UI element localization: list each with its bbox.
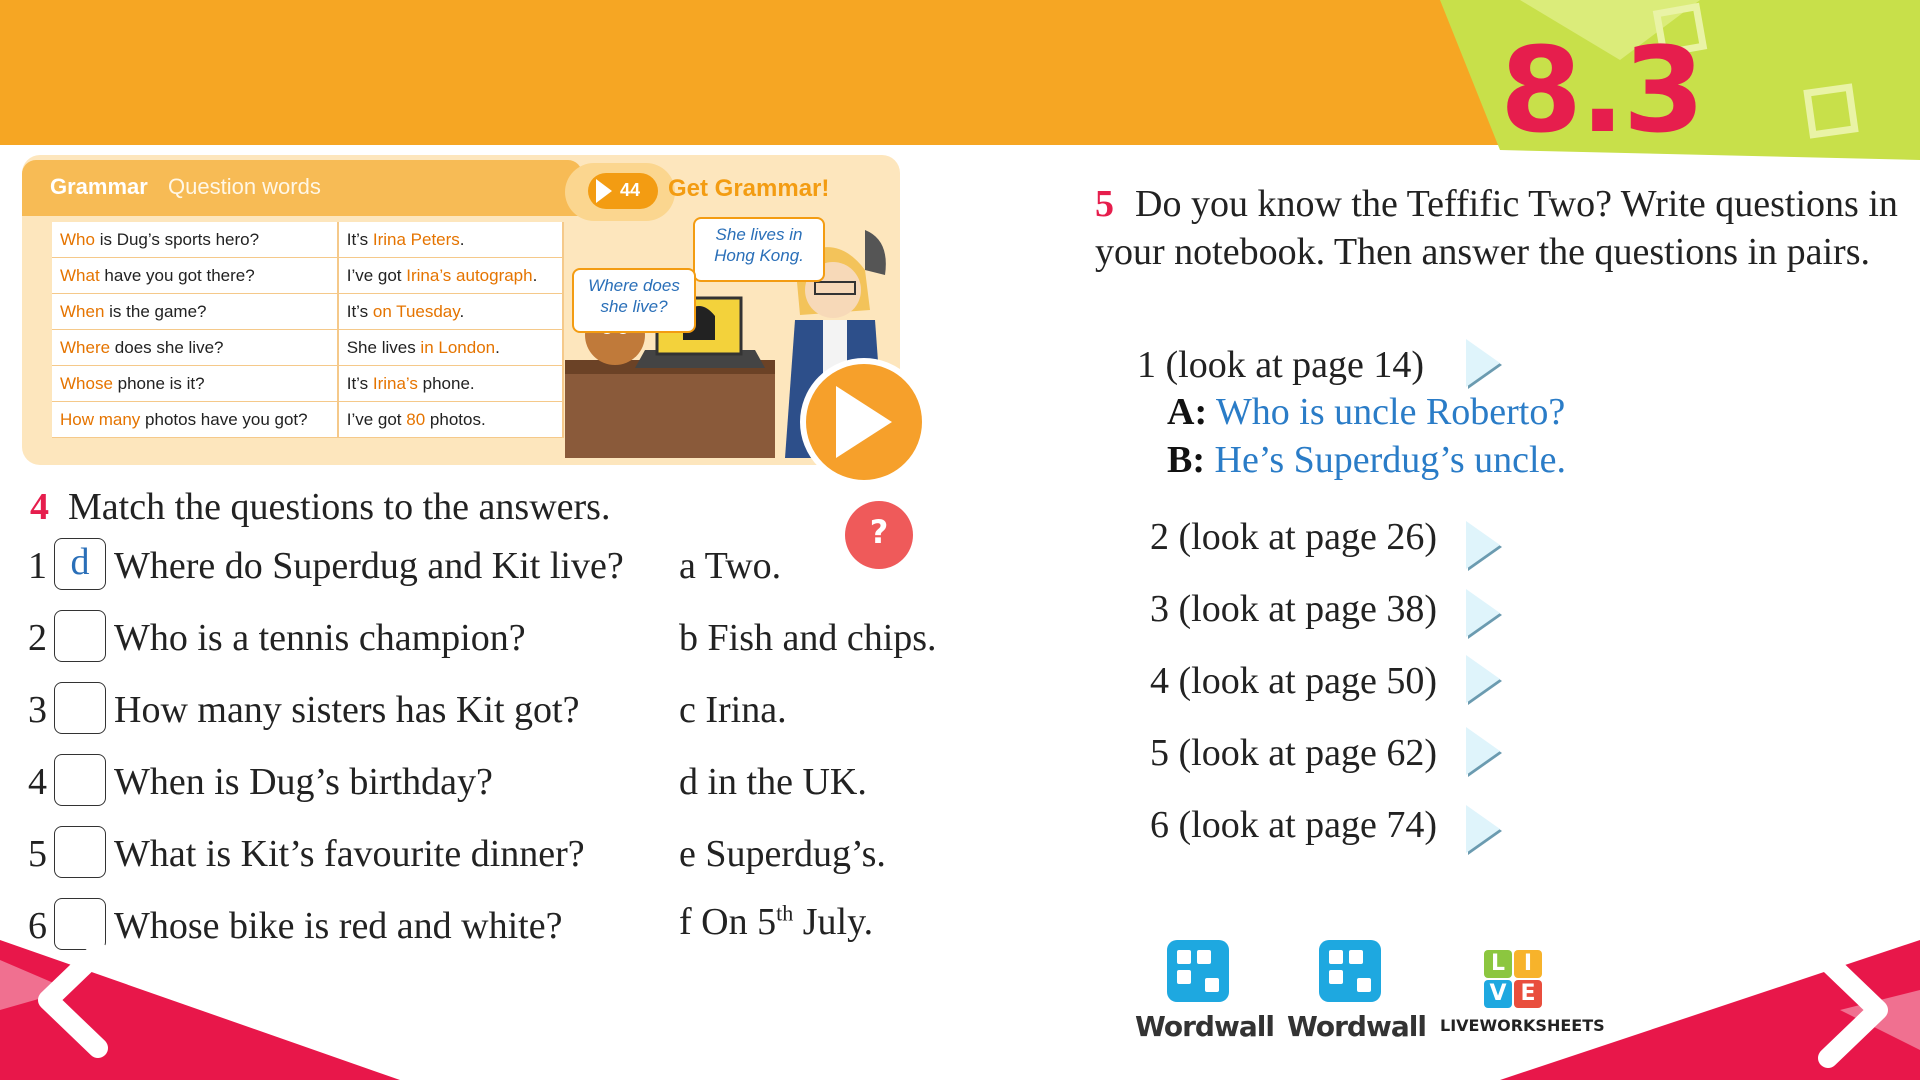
- liveworksheets-label: LIVEWORKSHEETS: [1440, 1016, 1605, 1035]
- live-letter-l: L: [1484, 950, 1512, 978]
- page-item-5: 5 (look at page 62): [1150, 732, 1438, 774]
- audio-track-number: 44: [620, 180, 641, 200]
- grammar-row: [52, 366, 563, 402]
- speech-bubble-question: Where does she live?: [572, 268, 696, 333]
- page-item-2: 2 (look at page 26): [1150, 516, 1438, 558]
- question-text: How many sisters has Kit got?: [114, 689, 580, 731]
- answer-input-box[interactable]: [54, 826, 106, 878]
- unit-number: 8.3: [1500, 21, 1704, 159]
- grammar-answer: I’ve got Irina’s autograph.: [338, 258, 563, 294]
- question-number: 3: [28, 689, 47, 731]
- grammar-row: [52, 294, 563, 330]
- answer-option: e Superdug’s.: [679, 833, 886, 875]
- exercise-4-instruction: Match the questions to the answers.: [68, 486, 611, 528]
- exercise-4-heading: [30, 485, 610, 529]
- question-number: 4: [28, 761, 47, 803]
- grammar-row: [52, 222, 563, 258]
- question-text: What is Kit’s favourite dinner?: [114, 833, 585, 875]
- previous-arrow-button[interactable]: [28, 940, 118, 1060]
- answer-option: b Fish and chips.: [679, 617, 937, 659]
- grammar-row: [52, 258, 563, 294]
- next-arrow-button[interactable]: [1808, 950, 1898, 1070]
- answer-input-box[interactable]: d: [54, 538, 106, 590]
- question-number: 2: [28, 617, 47, 659]
- question-number: 1: [28, 545, 47, 587]
- live-letter-v: V: [1484, 980, 1512, 1008]
- grammar-question: When is the game?: [52, 294, 338, 330]
- question-number: 5: [28, 833, 47, 875]
- grammar-row: [52, 330, 563, 366]
- answer-option: c Irina.: [679, 689, 787, 731]
- wordwall-label-1: Wordwall: [1135, 1010, 1274, 1043]
- grammar-answer: It’s Irina Peters.: [338, 222, 563, 258]
- answer-option: a Two.: [679, 545, 782, 587]
- answer-input-box[interactable]: [54, 682, 106, 734]
- page-item-4: 4 (look at page 50): [1150, 660, 1438, 702]
- page-2-play-button[interactable]: [1466, 521, 1500, 569]
- get-grammar-label: Get Grammar!: [668, 175, 830, 202]
- grammar-subtitle: Question words: [168, 174, 321, 199]
- page-5-play-button[interactable]: [1466, 727, 1500, 775]
- exercise-4-number: 4: [30, 486, 49, 528]
- grammar-question: Who is Dug’s sports hero?: [52, 222, 338, 258]
- answer-input-box[interactable]: [54, 754, 106, 806]
- example-answer-a: A: Who is uncle Roberto?: [1167, 391, 1566, 433]
- page-item-6: 6 (look at page 74): [1150, 804, 1438, 846]
- grammar-row: [52, 402, 563, 438]
- live-letter-i: I: [1514, 950, 1542, 978]
- wordwall-logo-icon: [1319, 940, 1381, 1002]
- answer-option-f: f On 5th July.: [679, 900, 874, 943]
- speech-bubble-answer: She lives in Hong Kong.: [693, 217, 825, 282]
- grammar-question: Whose phone is it?: [52, 366, 338, 402]
- grammar-answer: It’s on Tuesday.: [338, 294, 563, 330]
- question-number: 6: [28, 905, 47, 947]
- grammar-title: Grammar: [50, 174, 148, 199]
- answer-input-box[interactable]: [54, 610, 106, 662]
- page-item-3: 3 (look at page 38): [1150, 588, 1438, 630]
- question-text: When is Dug’s birthday?: [114, 761, 493, 803]
- page-6-play-button[interactable]: [1466, 805, 1500, 853]
- question-text: Where do Superdug and Kit live?: [114, 545, 624, 587]
- audio-play-icon: [596, 179, 612, 203]
- question-text: Who is a tennis champion?: [114, 617, 526, 659]
- grammar-answer: It’s Irina’s phone.: [338, 366, 563, 402]
- grammar-table: [52, 222, 564, 438]
- exercise-5-instruction: Do you know the Teffific Two? Write questions in your notebook. Then answer the questions in pairs.: [1095, 183, 1898, 273]
- page-3-play-button[interactable]: [1466, 589, 1500, 637]
- question-text: Whose bike is red and white?: [114, 905, 563, 947]
- question-mark-icon: ?: [869, 513, 889, 551]
- play-icon: [836, 386, 892, 458]
- wordwall-logo-icon: [1167, 940, 1229, 1002]
- grammar-question: How many photos have you got?: [52, 402, 338, 438]
- page-1-play-button[interactable]: [1466, 339, 1500, 387]
- answer-option: d in the UK.: [679, 761, 867, 803]
- exercise-5-number: 5: [1095, 183, 1114, 225]
- exercise-5-heading: [1095, 180, 1900, 276]
- grammar-answer: She lives in London.: [338, 330, 563, 366]
- page-4-play-button[interactable]: [1466, 655, 1500, 703]
- live-letter-e: E: [1514, 980, 1542, 1008]
- grammar-answer: I’ve got 80 photos.: [338, 402, 563, 438]
- example-answer-b: B: He’s Superdug’s uncle.: [1167, 439, 1566, 481]
- wordwall-label-2: Wordwall: [1287, 1010, 1426, 1043]
- grammar-question: Where does she live?: [52, 330, 338, 366]
- page-item-1: 1 (look at page 14): [1137, 344, 1425, 386]
- grammar-question: What have you got there?: [52, 258, 338, 294]
